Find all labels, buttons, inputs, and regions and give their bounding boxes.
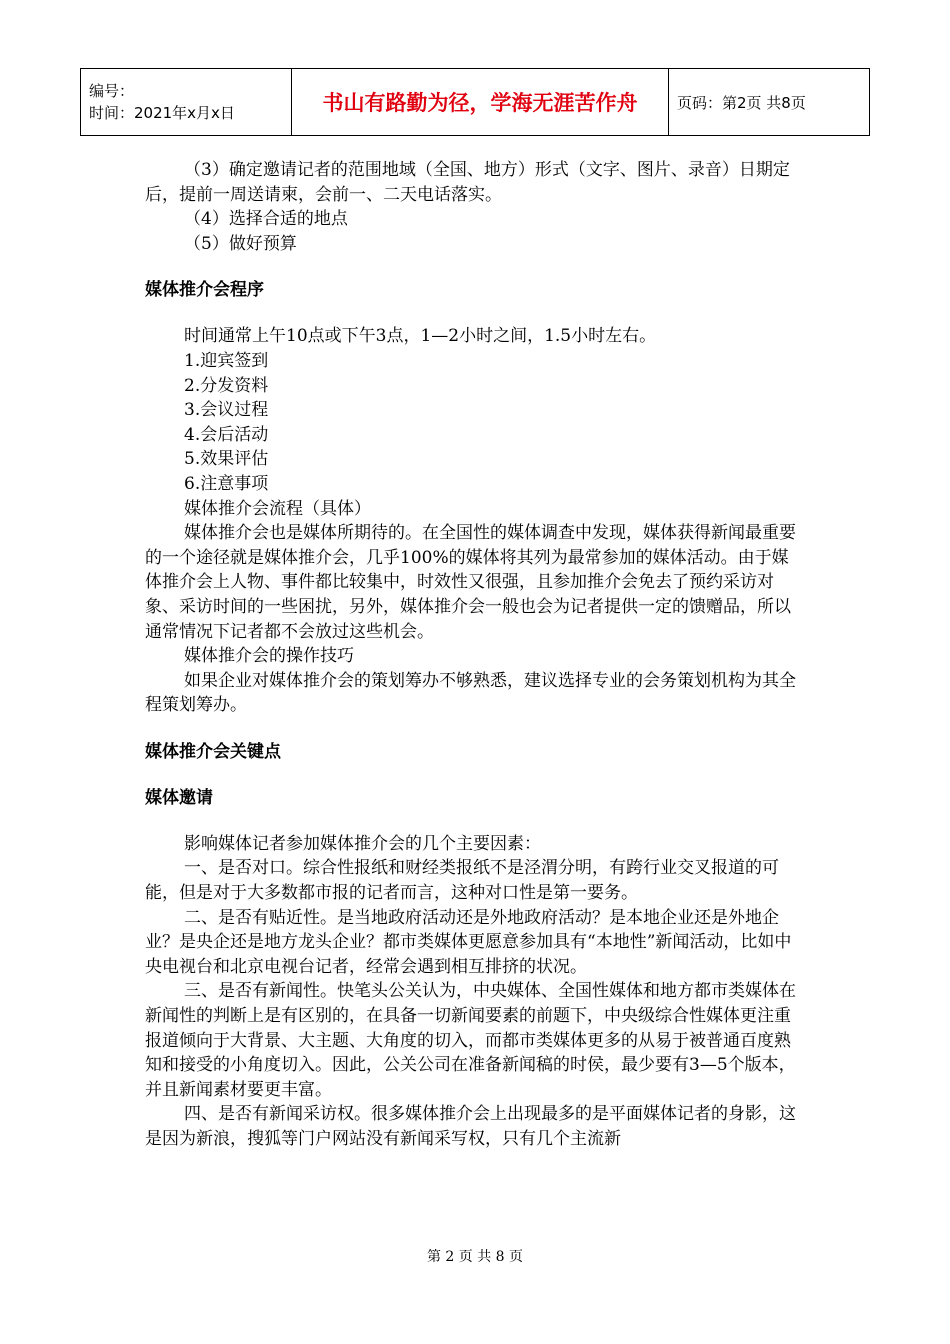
list-item-meeting: 3.会议过程 xyxy=(184,400,269,421)
list-item-notes: 6.注意事项 xyxy=(184,473,269,494)
section-heading-key-points: 媒体推介会关键点 xyxy=(145,741,281,762)
page-footer: 第 2 页 共 8 页 xyxy=(426,1249,524,1265)
header-meta-cell xyxy=(81,69,292,136)
list-item-evaluation: 5.效果评估 xyxy=(184,449,269,470)
list-item-venue: （4）选择合适的地点 xyxy=(184,209,348,230)
paragraph-media-expectation: 媒体推介会也是媒体所期待的。在全国性的媒体调查中发现，媒体获得新闻最重要的一个途径就是媒体推介会，几乎100%的媒体将其列为最常参加的媒体活动。由于媒体推介会上人物、事件都比较集中，时效性又很强，且参加推介会免去了预约采访对象、采访时间的一些困扰，另外，媒体推介会一般也会为记者提供一定的馈赠品，所以通常情况下记者都不会放过这些机会。 xyxy=(145,523,796,642)
paragraph-factor-interview-rights: 四、是否有新闻采访权。很多媒体推介会上出现最多的是平面媒体记者的身影，这是因为新浪，搜狐等门户网站没有新闻采写权，只有几个主流新 xyxy=(145,1104,796,1149)
document-number-label: 编号： xyxy=(89,82,135,100)
paragraph-skills-title: 媒体推介会的操作技巧 xyxy=(184,646,354,667)
paragraph-factors-intro: 影响媒体记者参加媒体推介会的几个主要因素： xyxy=(184,833,541,854)
document-date-label: 时间：2021年x月x日 xyxy=(89,104,235,122)
list-item-checkin: 1.迎宾签到 xyxy=(184,350,269,371)
paragraph-timing: 时间通常上午10点或下午3点，1—2小时之间，1.5小时左右。 xyxy=(184,326,657,347)
list-item-budget: （5）做好预算 xyxy=(184,233,297,254)
paragraph-factor-newsworthiness: 三、是否有新闻性。快笔头公关认为，中央媒体、全国性媒体和地方都市类媒体在新闻性的判断上是有区别的，在具备一切新闻要素的前题下，中央级综合性媒体更注重报道倾向于大背景、大主题、大角度的切入，而都市类媒体更多的从易于被普通百度熟知和接受的小角度切入。因此，公关公司在准备新闻稿的时侯，最少要有3—5个版本，并且新闻素材要更丰富。 xyxy=(145,981,796,1100)
paragraph-factor-relevance: 一、是否对口。综合性报纸和财经类报纸不是泾渭分明，有跨行业交叉报道的可能，但是对于大多数都市报的记者而言，这种对口性是第一要务。 xyxy=(145,858,779,904)
section-heading-media-invitation: 媒体邀请 xyxy=(145,787,213,808)
document-body xyxy=(145,158,805,1152)
list-item-after-activities: 4.会后活动 xyxy=(184,424,269,445)
document-header xyxy=(80,68,870,136)
list-item-materials: 2.分发资料 xyxy=(184,375,269,396)
paragraph-process-title: 媒体推介会流程（具体） xyxy=(184,498,371,519)
section-heading-procedure: 媒体推介会程序 xyxy=(145,280,264,301)
paragraph-factor-proximity: 二、是否有贴近性。是当地政府活动还是外地政府活动？是本地企业还是外地企业？是央企还是地方龙头企业？都市类媒体更愿意参加具有“本地性”新闻活动，比如中央电视台和北京电视台记者，经常会遇到相互排挤的状况。 xyxy=(145,907,792,977)
header-motto: 书山有路勤为径，学海无涯苦作舟 xyxy=(292,69,669,136)
paragraph-invite-scope: （3）确定邀请记者的范围地域（全国、地方）形式（文字、图片、录音）日期定后，提前一周送请柬，会前一、二天电话落实。 xyxy=(145,160,790,205)
paragraph-skills-advice: 如果企业对媒体推介会的策划筹办不够熟悉，建议选择专业的会务策划机构为其全程策划筹办。 xyxy=(145,670,796,716)
header-page-label: 页码：第2页 共8页 xyxy=(669,69,870,136)
